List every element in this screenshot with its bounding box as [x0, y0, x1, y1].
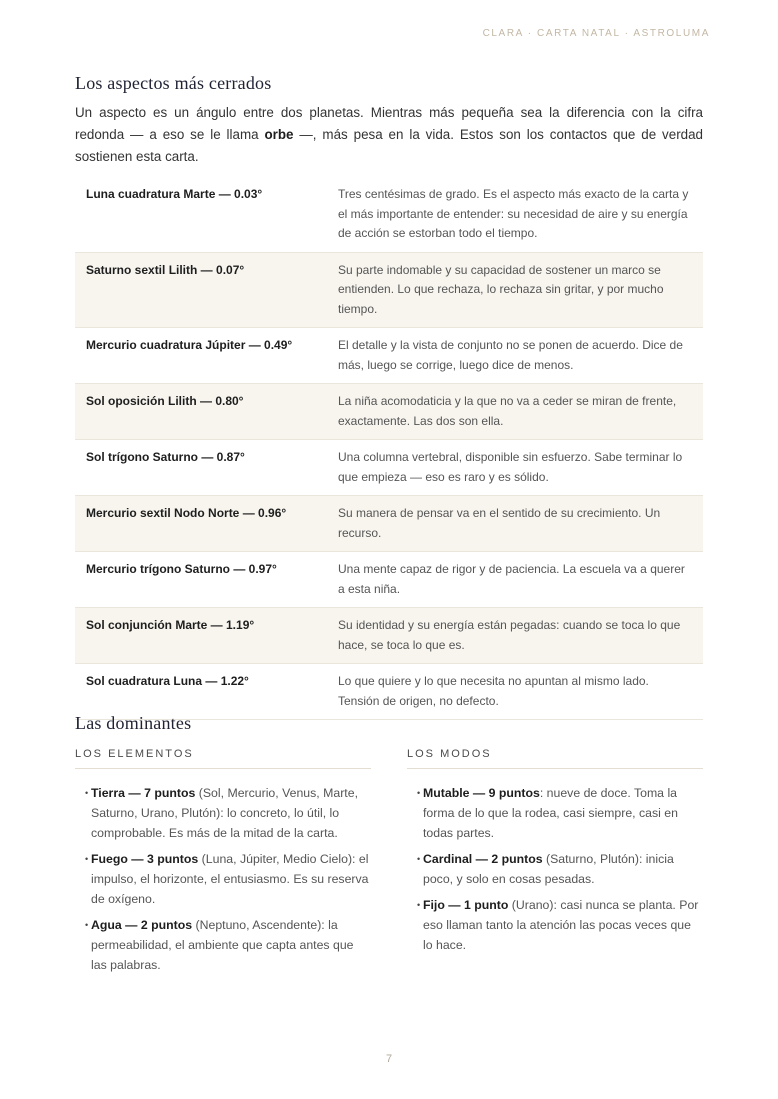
list-item	[75, 849, 371, 909]
item-label: Agua — 2 puntos	[91, 918, 193, 932]
aspect-description: Una columna vertebral, disponible sin esfuerzo. Sabe terminar lo que empieza — eso es raro y es sólido.	[338, 450, 683, 484]
item-label: Mutable — 9 puntos	[423, 786, 540, 800]
aspect-description: La niña acomodaticia y la que no va a ceder se miran de frente, exactamente. Las dos son ella.	[338, 394, 677, 428]
table-row	[75, 496, 703, 552]
list-item	[407, 783, 703, 843]
table-row	[75, 328, 703, 384]
aspect-name: Mercurio trígono Saturno — 0.97°	[86, 562, 277, 576]
section-title-aspects: Los aspectos más cerrados	[75, 73, 272, 93]
aspect-name: Sol cuadratura Luna — 1.22°	[86, 674, 249, 688]
item-text: (Sol, Mercurio, Venus, Marte, Saturno, Urano, Plutón): lo concreto, lo útil, lo comprobable. Es más de la mitad de la carta.	[91, 786, 358, 840]
aspect-description: Tres centésimas de grado. Es el aspecto más exacto de la carta y el más importante de entender: su necesidad de aire y su energía de acción se estorban todo el tiempo.	[338, 187, 689, 240]
table-row	[75, 252, 703, 328]
list-item	[407, 849, 703, 889]
item-label: Tierra — 7 puntos	[91, 786, 196, 800]
table-row	[75, 664, 703, 720]
item-text: (Saturno, Plutón): inicia poco, y solo en cosas pesadas.	[423, 852, 674, 886]
intro-text-1: Un aspecto es un ángulo entre dos planetas. Mientras más pequeña sea la diferencia con la cifra redonda — a eso se le llama	[75, 105, 703, 142]
modes-heading: LOS MODOS	[407, 748, 703, 769]
aspect-name: Luna cuadratura Marte — 0.03°	[86, 187, 263, 201]
item-text: (Luna, Júpiter, Medio Cielo): el impulso, el horizonte, el entusiasmo. Es su reserva de oxígeno.	[91, 852, 369, 906]
list-item	[75, 783, 371, 843]
aspect-name: Sol oposición Lilith — 0.80°	[86, 394, 244, 408]
list-item	[407, 895, 703, 955]
aspect-description: Su manera de pensar va en el sentido de su crecimiento. Un recurso.	[338, 506, 661, 540]
aspect-description: El detalle y la vista de conjunto no se ponen de acuerdo. Dice de más, luego se corrige, luego dice de menos.	[338, 338, 683, 372]
aspect-name: Mercurio sextil Nodo Norte — 0.96°	[86, 506, 287, 520]
table-row	[75, 552, 703, 608]
elements-list	[75, 783, 371, 975]
item-text: (Neptuno, Ascendente): la permeabilidad, el ambiente que capta antes que las palabras.	[91, 918, 354, 972]
aspect-name: Mercurio cuadratura Júpiter — 0.49°	[86, 338, 293, 352]
table-row	[75, 177, 703, 252]
aspect-description: Su parte indomable y su capacidad de sostener un marco se entienden. Lo que rechaza, lo rechaza sin gritar, y por mucho tiempo.	[338, 262, 664, 316]
item-label: Fijo — 1 punto	[423, 898, 509, 912]
item-text: : nueve de doce. Toma la forma de lo que la rodea, casi siempre, casi en todas partes.	[423, 786, 678, 840]
modes-column	[407, 748, 703, 961]
item-label: Fuego — 3 puntos	[91, 852, 199, 866]
aspect-description: Una mente capaz de rigor y de paciencia. La escuela va a querer a esta niña.	[338, 562, 685, 596]
modes-list	[407, 783, 703, 955]
list-item	[75, 915, 371, 975]
elements-column	[75, 748, 371, 981]
table-row	[75, 608, 703, 664]
aspect-description: Su identidad y su energía están pegadas: cuando se toca lo que hace, se toca lo que es.	[338, 618, 681, 652]
aspect-description: Lo que quiere y lo que necesita no apuntan al mismo lado. Tensión de origen, no defecto.	[338, 674, 649, 708]
intro-text-2: —, más pesa en la vida. Estos son los contactos que de verdad sostienen esta carta.	[75, 127, 703, 164]
item-text: (Urano): casi nunca se planta. Por eso llaman tanto la atención las pocas veces que lo hace.	[423, 898, 699, 952]
item-label: Cardinal — 2 puntos	[423, 852, 543, 866]
aspects-intro	[75, 102, 703, 168]
page-number: 7	[385, 1053, 393, 1065]
intro-keyword-orbe: orbe	[264, 127, 294, 142]
table-row	[75, 384, 703, 440]
aspect-name: Saturno sextil Lilith — 0.07°	[86, 262, 245, 277]
aspect-name: Sol trígono Saturno — 0.87°	[86, 450, 245, 464]
aspects-table	[75, 177, 703, 720]
running-header: CLARA · CARTA NATAL · ASTROLUMA	[482, 28, 710, 39]
section-title-dominants: Las dominantes	[75, 713, 192, 733]
elements-heading: LOS ELEMENTOS	[75, 748, 371, 769]
aspect-name: Sol conjunción Marte — 1.19°	[86, 618, 255, 632]
table-row	[75, 440, 703, 496]
